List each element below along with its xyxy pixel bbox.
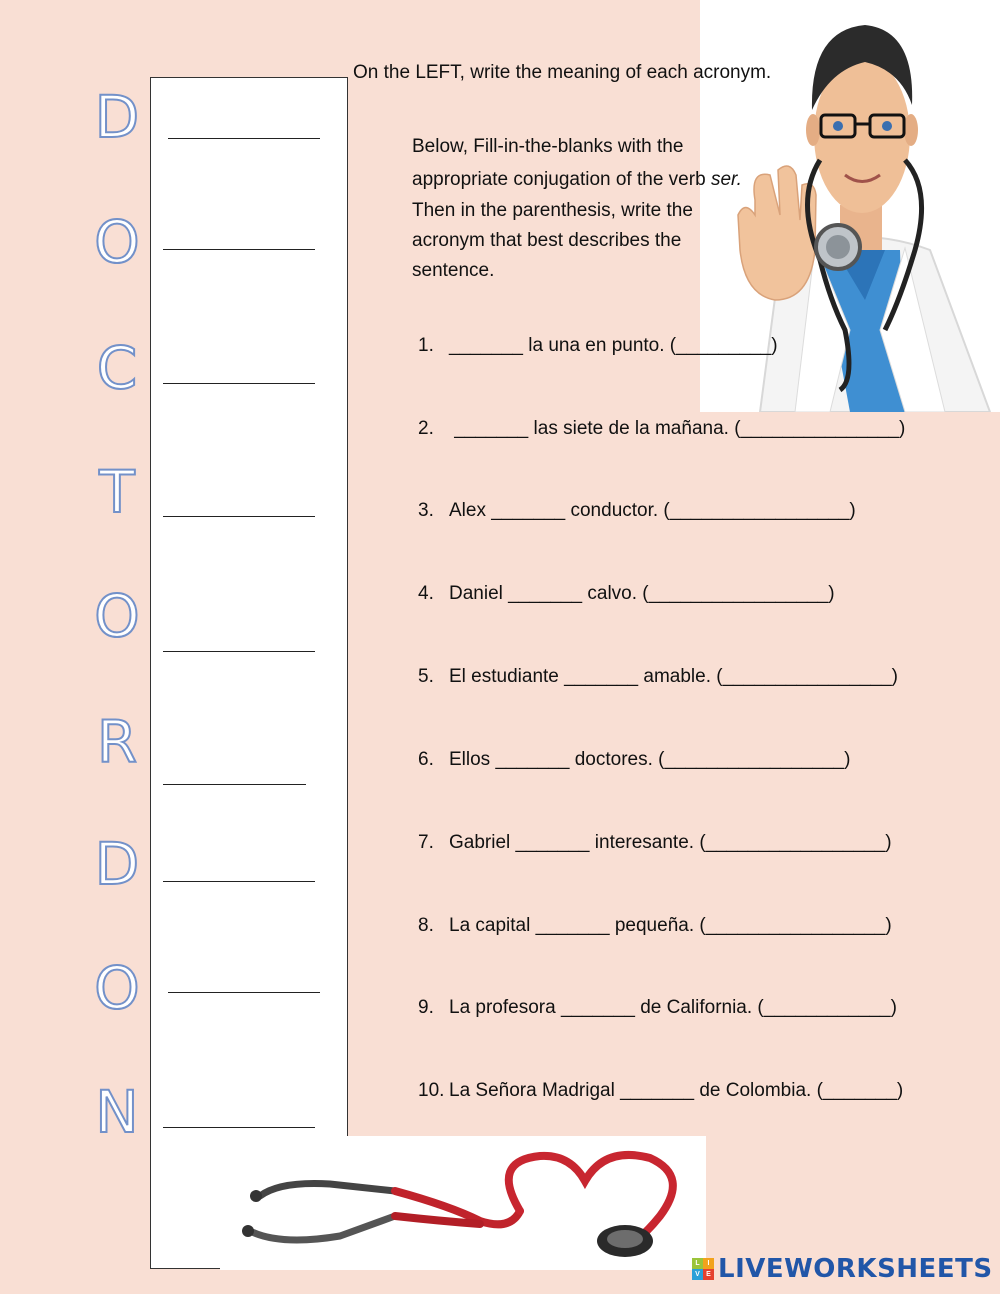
answer-line-c[interactable]: [163, 383, 315, 384]
acronym-instruction: On the LEFT, write the meaning of each acronym.: [353, 62, 772, 83]
acronym-answer-column: [150, 77, 348, 1269]
fill-instruction-line-4: acronym that best describes the: [412, 230, 682, 251]
item-text: La Señora Madrigal _______ de Colombia. (_______): [449, 1080, 904, 1101]
fill-instruction-line-1: Below, Fill-in-the-blanks with the: [412, 136, 684, 157]
logo-mark-e: E: [703, 1269, 714, 1280]
sentence-item[interactable]: [418, 417, 905, 441]
answer-line-o3[interactable]: [168, 992, 320, 993]
item-number: 8.: [418, 915, 434, 936]
sentence-item[interactable]: [418, 831, 892, 855]
item-text: La capital _______ pequeña. (_________________): [449, 915, 892, 936]
acronym-letter-d2: D: [94, 830, 140, 898]
answer-line-o1[interactable]: [163, 249, 315, 250]
item-text: Ellos _______ doctores. (_________________): [449, 749, 851, 770]
item-text: Daniel _______ calvo. (_________________): [449, 583, 835, 604]
fill-instruction-line-2-text: appropriate conjugation of the verb: [412, 169, 711, 190]
item-number: 10.: [418, 1080, 445, 1101]
answer-line-o2[interactable]: [163, 651, 315, 652]
item-text: Alex _______ conductor. (_________________): [449, 500, 856, 521]
fill-instruction-line-3: Then in the parenthesis, write the: [412, 200, 693, 221]
sentence-item[interactable]: [418, 914, 892, 938]
sentence-item[interactable]: [418, 996, 897, 1020]
logo-mark-i: I: [703, 1258, 714, 1269]
liveworksheets-logo[interactable]: [692, 1252, 993, 1286]
item-number: 3.: [418, 500, 434, 521]
stethoscope-heart-icon: [220, 1136, 706, 1270]
sentence-item[interactable]: [418, 1079, 903, 1103]
sentence-item[interactable]: [418, 665, 898, 689]
sentence-item[interactable]: [418, 334, 778, 358]
sentence-item[interactable]: [418, 748, 850, 772]
liveworksheets-logo-icon: [692, 1258, 714, 1280]
item-text: Gabriel _______ interesante. (_________________): [449, 832, 892, 853]
fill-instruction-line-5: sentence.: [412, 260, 495, 281]
item-number: 5.: [418, 666, 434, 687]
acronym-letter-d1: D: [94, 83, 140, 151]
acronym-letter-o3: O: [94, 954, 140, 1022]
logo-mark-v: V: [692, 1269, 703, 1280]
answer-line-d2[interactable]: [163, 881, 315, 882]
liveworksheets-logo-text: LIVEWORKSHEETS: [718, 1254, 993, 1284]
answer-line-d1[interactable]: [168, 138, 320, 139]
item-number: 4.: [418, 583, 434, 604]
item-text: La profesora _______ de California. (____________): [449, 997, 897, 1018]
logo-mark-l: L: [692, 1258, 703, 1269]
item-number: 9.: [418, 997, 434, 1018]
answer-line-r[interactable]: [163, 784, 306, 785]
item-number: 6.: [418, 749, 434, 770]
acronym-letter-o1: O: [94, 208, 140, 276]
sentence-item[interactable]: [418, 582, 835, 606]
item-number: 1.: [418, 335, 434, 356]
answer-line-t[interactable]: [163, 516, 315, 517]
item-text: El estudiante _______ amable. (________________): [449, 666, 898, 687]
acronym-letter-o2: O: [94, 582, 140, 650]
acronym-letter-n: N: [95, 1078, 139, 1146]
item-text: _______ la una en punto. (_________): [449, 335, 778, 356]
sentence-item[interactable]: [418, 499, 856, 523]
item-text: _______ las siete de la mañana. (_______________): [449, 418, 906, 439]
item-number: 7.: [418, 832, 434, 853]
verb-ser: ser.: [710, 169, 742, 190]
answer-line-n[interactable]: [163, 1127, 315, 1128]
fill-instruction-line-2: [412, 165, 742, 195]
acronym-letter-t: T: [99, 458, 135, 526]
acronym-letter-r: R: [96, 708, 138, 776]
acronym-letter-c: C: [96, 334, 138, 402]
item-number: 2.: [418, 418, 434, 439]
stethoscope-heart-illustration: [220, 1136, 706, 1270]
